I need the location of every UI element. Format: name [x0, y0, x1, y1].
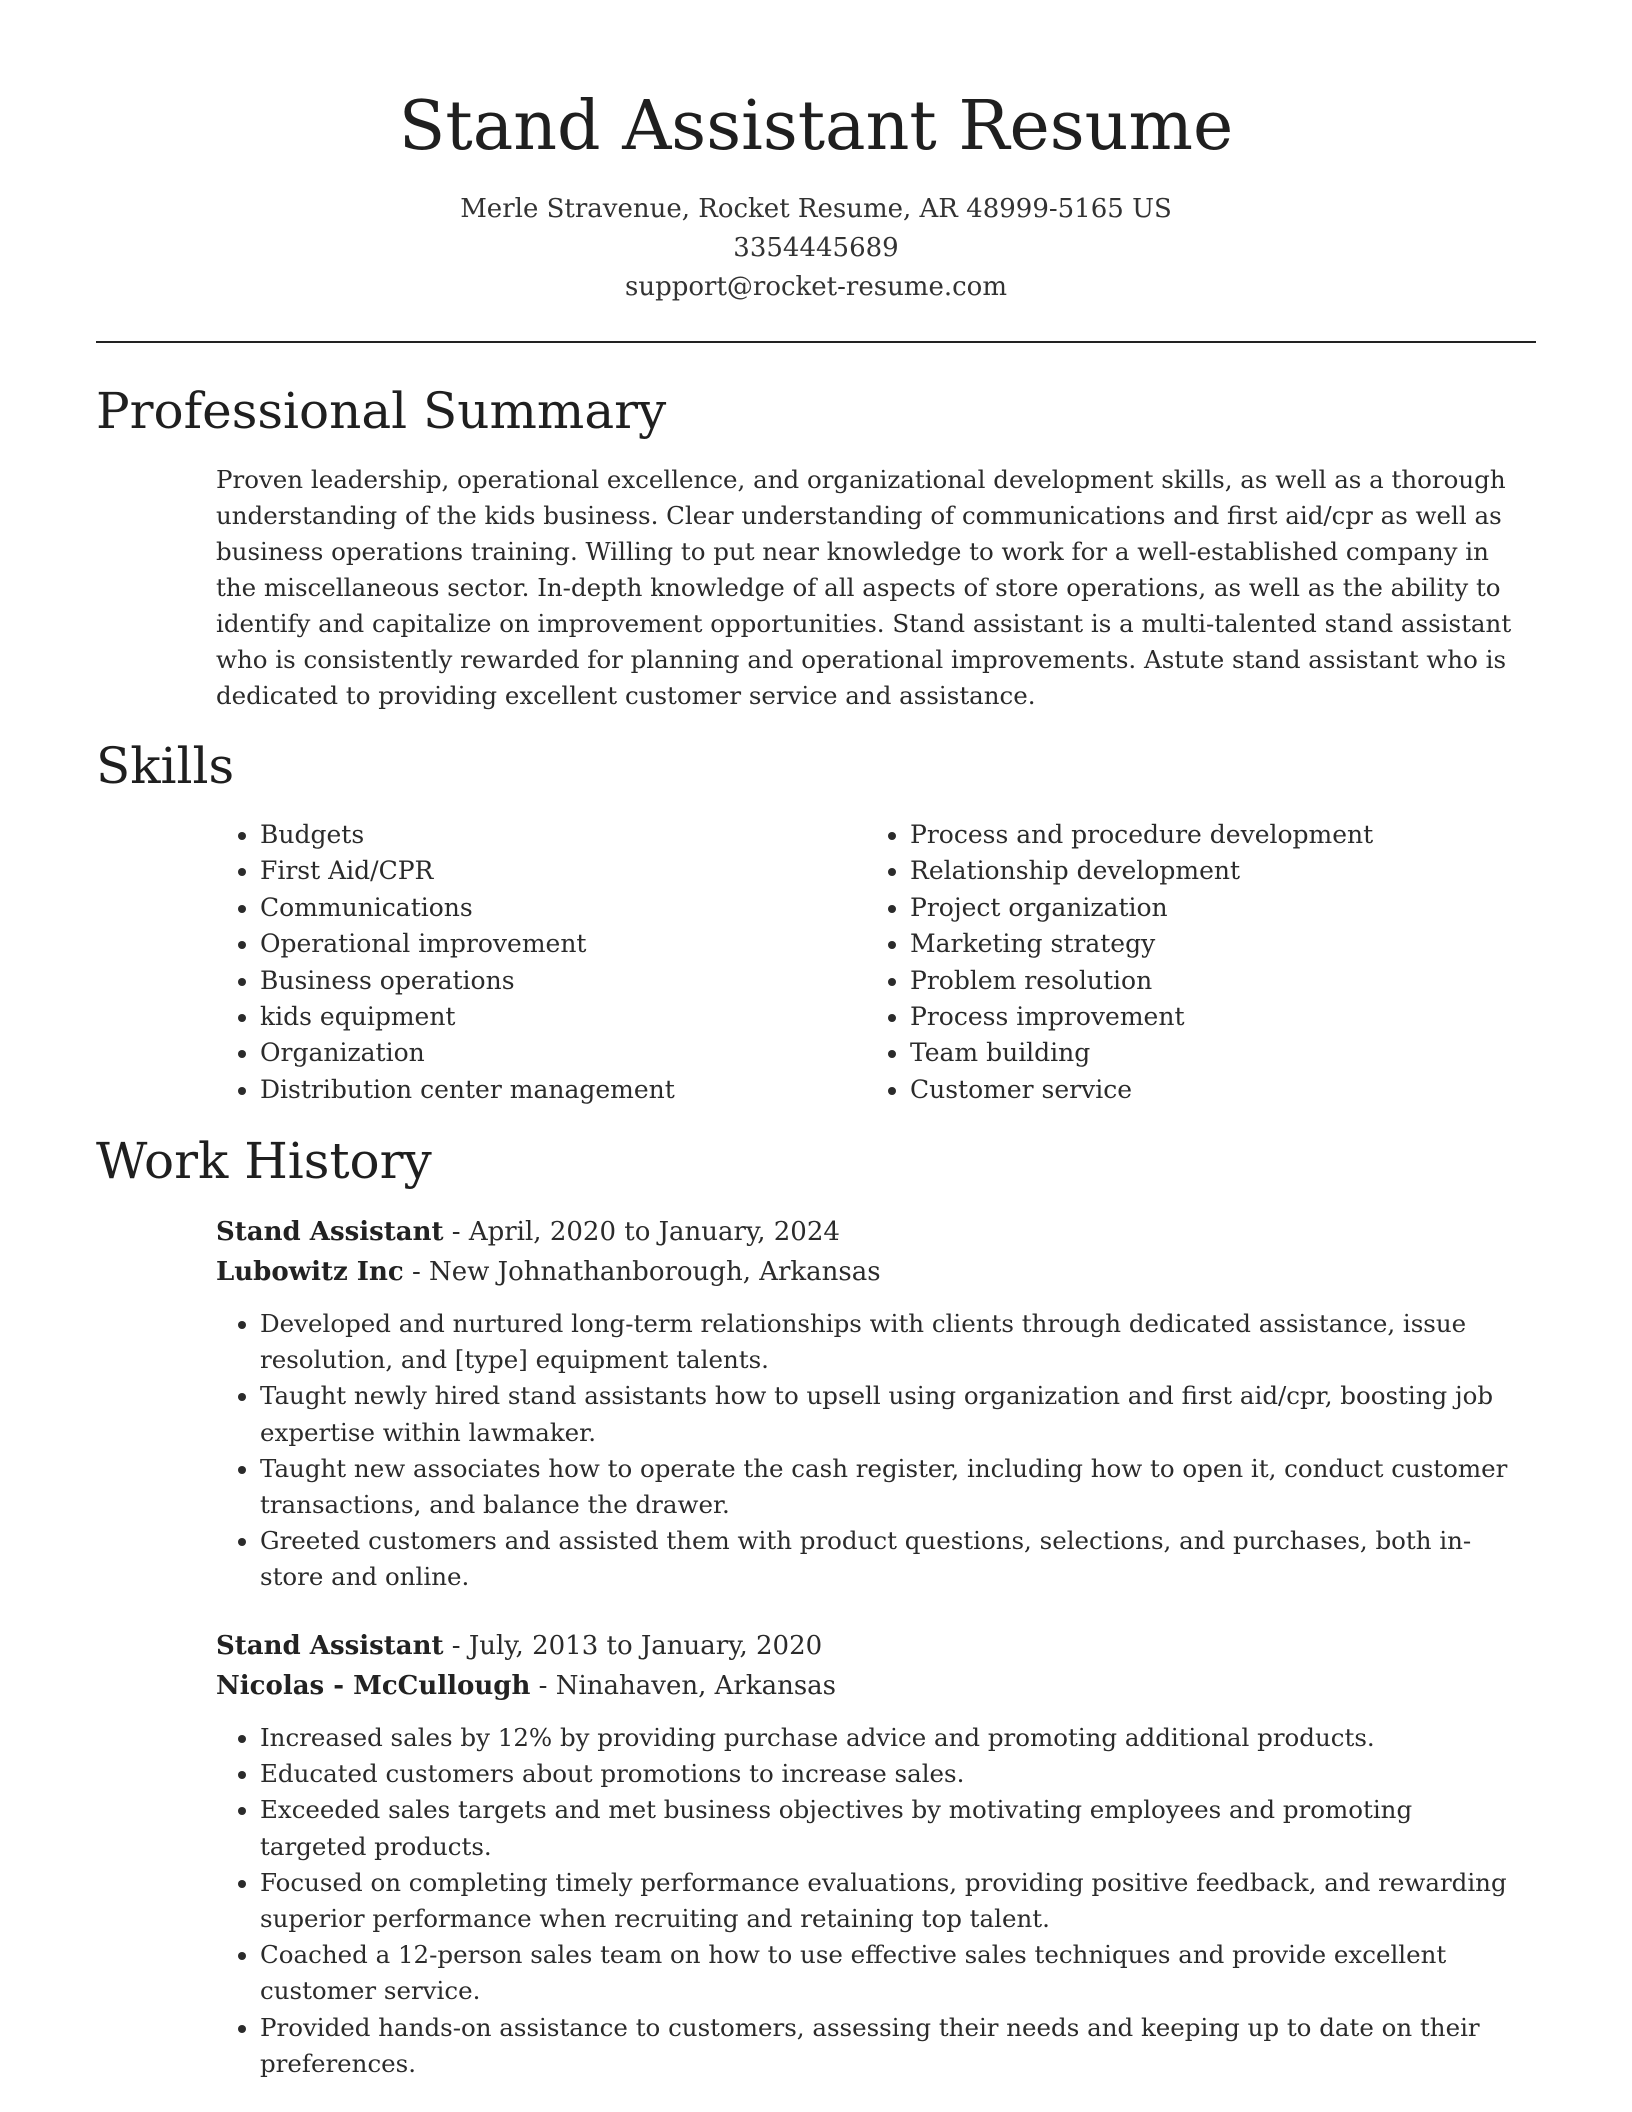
skills-column-right — [866, 817, 1510, 1108]
skill-item: • Customer service — [910, 1072, 1510, 1108]
job-location: Ninahaven, Arkansas — [555, 1671, 837, 1701]
duty-item: • Focused on completing timely performance evaluations, providing positive feedback, and rewarding superior performance when recruiting and retaining top talent. — [260, 1865, 1526, 1937]
section-title-work-history: Work History — [96, 1132, 432, 1190]
skill-item: • First Aid/CPR — [260, 853, 860, 889]
job-dates: April, 2020 to January, 2024 — [468, 1217, 840, 1247]
header-divider — [96, 341, 1536, 343]
job-separator: - — [538, 1671, 556, 1701]
job-dates: July, 2013 to January, 2020 — [468, 1631, 823, 1661]
job-entry — [216, 1212, 1526, 1596]
duty-item: • Educated customers about promotions to increase sales. — [260, 1756, 1526, 1792]
skill-item: • Organization — [260, 1035, 860, 1071]
duty-item: • Exceeded sales targets and met business objectives by motivating employees and promoting targeted products. — [260, 1792, 1526, 1864]
duty-item: • Greeted customers and assisted them with product questions, selections, and purchases, both in-store and online. — [260, 1523, 1526, 1595]
resume-header — [0, 82, 1632, 307]
contact-phone: 3354445689 — [733, 233, 899, 263]
skill-item: • Team building — [910, 1035, 1510, 1071]
job-separator: - — [411, 1257, 430, 1287]
skill-item: • Communications — [260, 890, 860, 926]
job-company-line — [216, 1666, 1526, 1706]
skills-column-left — [216, 817, 860, 1108]
summary-text: Proven leadership, operational excellence, and organizational development skills, as well as a thorough understanding of the kids business. Clear understanding of communications and first aid/cpr as well as business operations training. Willing to put near knowledge to work for a well-established company in the miscellaneous sector. In-depth knowledge of all aspects of store operations, as well as the ability to identify and capitalize on improvement opportunities. Stand assistant is a multi-talented stand assistant who is consistently rewarded for planning and operational improvements. Astute stand assistant who is dedicated to providing excellent customer service and assistance. — [216, 465, 1512, 710]
skill-item: • Process improvement — [910, 999, 1510, 1035]
skill-item: • Budgets — [260, 817, 860, 853]
resume-title: Stand Assistant Resume — [398, 87, 1234, 166]
job-company: Nicolas - McCullough — [216, 1671, 531, 1701]
skill-item: • Relationship development — [910, 853, 1510, 889]
skill-item: • kids equipment — [260, 999, 860, 1035]
duty-item: • Increased sales by 12% by providing purchase advice and promoting additional products. — [260, 1720, 1526, 1756]
section-title-skills: Skills — [96, 737, 235, 795]
job-title: Stand Assistant — [216, 1631, 444, 1661]
skill-item: • Project organization — [910, 890, 1510, 926]
duty-item: • Developed and nurtured long-term relationships with clients through dedicated assistance, issue resolution, and [type] equipment talents. — [260, 1306, 1526, 1378]
job-location: New Johnathanborough, Arkansas — [429, 1257, 881, 1287]
job-entry — [216, 1626, 1526, 2082]
job-duties — [216, 1720, 1526, 2082]
section-title-summary: Professional Summary — [96, 382, 667, 440]
job-company-line — [216, 1252, 1526, 1292]
job-separator: - — [451, 1217, 469, 1247]
skill-item: • Problem resolution — [910, 963, 1510, 999]
skill-item: • Distribution center management — [260, 1072, 860, 1108]
duty-item: • Taught newly hired stand assistants how to upsell using organization and first aid/cpr, boosting job expertise within lawmaker. — [260, 1378, 1526, 1450]
job-title-line — [216, 1626, 1526, 1666]
job-duties — [216, 1306, 1526, 1596]
skill-item: • Operational improvement — [260, 926, 860, 962]
skill-item: • Marketing strategy — [910, 926, 1510, 962]
contact-block — [0, 190, 1632, 307]
contact-address: Merle Stravenue, Rocket Resume, AR 48999-5165 US — [460, 194, 1172, 224]
duty-item: • Taught new associates how to operate the cash register, including how to open it, conduct customer transactions, and balance the drawer. — [260, 1451, 1526, 1523]
skill-item: • Business operations — [260, 963, 860, 999]
job-title: Stand Assistant — [216, 1217, 444, 1247]
contact-email: support@rocket-resume.com — [624, 272, 1007, 302]
duty-item: • Provided hands-on assistance to customers, assessing their needs and keeping up to date on their preferences. — [260, 2010, 1526, 2082]
duty-item: • Coached a 12-person sales team on how to use effective sales techniques and provide excellent customer service. — [260, 1937, 1526, 2009]
job-company: Lubowitz Inc — [216, 1257, 404, 1287]
skill-item: • Process and procedure development — [910, 817, 1510, 853]
job-separator: - — [451, 1631, 469, 1661]
job-title-line — [216, 1212, 1526, 1252]
